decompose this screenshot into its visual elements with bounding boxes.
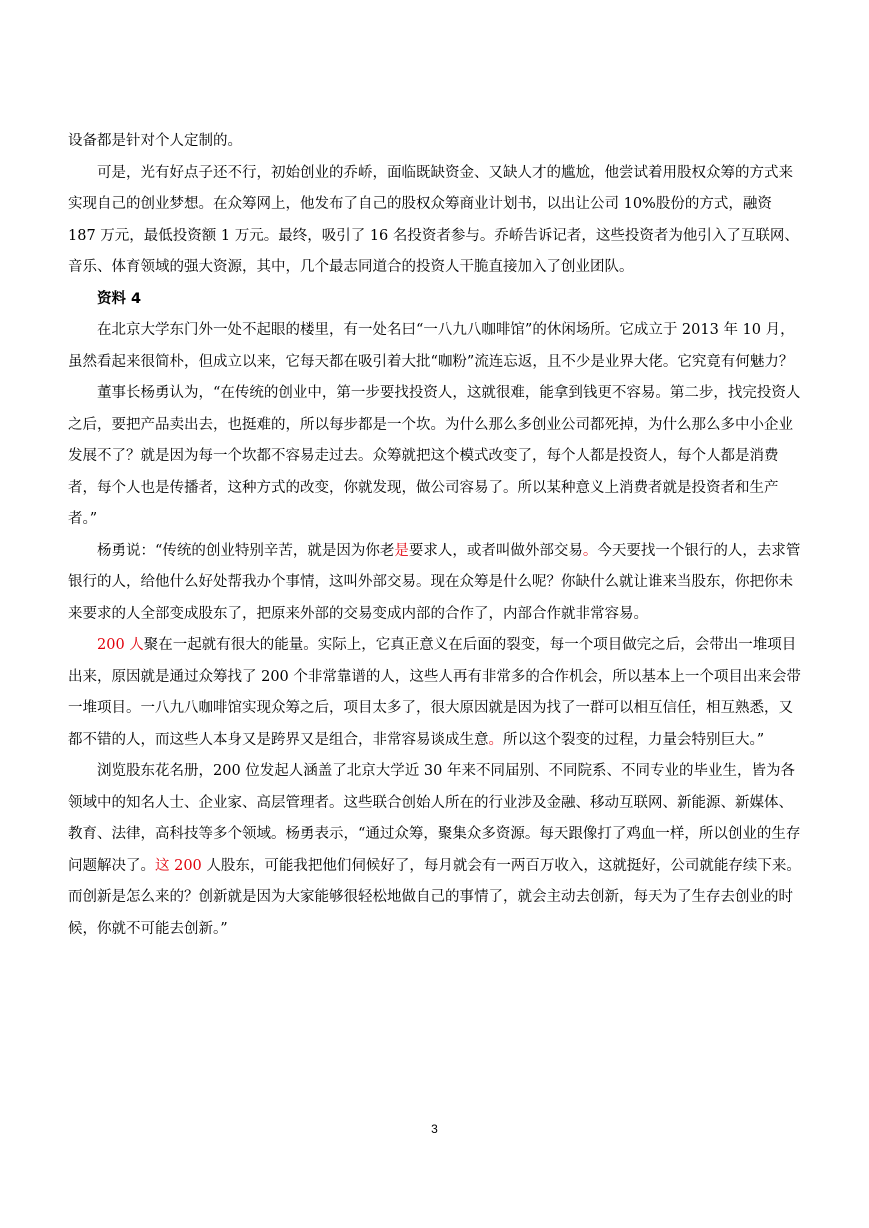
p4-text-a: 杨勇说：“传统的创业特别辛苦，就是因为你老 (97, 542, 395, 559)
paragraph-6 (68, 756, 802, 945)
paragraph-5 (68, 630, 802, 756)
paragraph-0: 设备都是针对个人定制的。 (68, 133, 242, 149)
p5-highlight-a: 200 人 (97, 637, 144, 653)
paragraph-1: 可是，光有好点子还不行，初始创业的乔峤，面临既缺资金、又缺人才的尴尬，他尝试着用股权众筹的方式来实现自己的创业梦想。在众筹网上，他发布了自己的股权众筹商业计划书，以出让公司 10%股份的方式，融资 187 万元，最低投资额 1 万元。最终，吸引了 16 名投资者参与。乔峤告诉记者，这些投资者为他引入了互联网、音乐、体育领域的强大资源，其中，几个最志同道合的投资人干脆直接加入了创业团队。 (68, 164, 799, 275)
paragraph-4 (68, 536, 802, 631)
p4-highlight-b: 是 (394, 542, 409, 559)
p4-text-e: 今天要找一个银行的人，去求管银行的人，给他什么好处帮我办个事情，这叫外部交易。现在众筹是什么呢？你缺什么就让谁来当股东，你把你未来要求的人全部变成股东了，把原来外部的交易变成内部的合作了，内部合作就非常容易。 (68, 542, 801, 622)
p5-highlight-c: 。 (488, 731, 503, 748)
p4-highlight-d: 。 (582, 542, 598, 559)
p6-text-a: 浏览股东花名册，200 位发起人涵盖了北京大学近 30 年来不同届别、不同院系、不同专业的毕业生，皆为各领域中的知名人士、企业家、高层管理者。这些联合创始人所在的行业涉及金融、移动互联网、新能源、新媒体、教育、法律，高科技等多个领域。杨勇表示，“通过众筹，聚集众多资源。每天跟像打了鸡血一样，所以创业的生存问题解决了。 (68, 763, 801, 874)
paragraph-2: 在北京大学东门外一处不起眼的楼里，有一处名曰“一八九八咖啡馆”的休闲场所。它成立于 2013 年 10 月，虽然看起来很简朴，但成立以来，它每天都在吸引着大批“咖粉”流连忘返，且不少是业界大佬。它究竟有何魅力？ (68, 322, 795, 370)
p5-text-d: 所以这个裂变的过程，力量会特别巨大。” (503, 731, 765, 748)
p4-text-c: 要求人，或者叫做外部交易 (408, 542, 583, 559)
paragraph-3: 董事长杨勇认为，“在传统的创业中，第一步要找投资人，这就很难，能拿到钱更不容易。第二步，找完投资人之后，要把产品卖出去，也挺难的，所以每步都是一个坎。为什么那么多创业公司都死掉，为什么那么多中小企业发展不了？就是因为每一个坎都不容易走过去。众筹就把这个模式改变了，每个人都是投资人，每个人都是消费者，每个人也是传播者，这种方式的改变，你就发现，做公司容易了。所以某种意义上消费者就是投资者和生产者。” (68, 385, 801, 527)
p6-text-c: 人股东，可能我把他们伺候好了，每月就会有一两百万收入，这就挺好，公司就能存续下来。而创新是怎么来的？创新就是因为大家能够很轻松地做自己的事情了，就会主动去创新，每天为了生存去创业的时候，你就不可能去创新。” (68, 857, 801, 937)
paragraph-continuation (68, 126, 802, 945)
section-heading: 资料 4 (97, 290, 142, 307)
p6-highlight-b: 这 200 (155, 857, 202, 874)
page-number: 3 (431, 1122, 438, 1136)
p5-text-b: 聚在一起就有很大的能量。实际上，它真正意义在后面的裂变，每一个项目做完之后，会带出一堆项目出来，原因就是通过众筹找了 200 个非常靠谱的人，这些人再有非常多的合作机会，所以基本上一个项目出来会带一堆项目。一八九八咖啡馆实现众筹之后，项目太多了，很大原因就是因为找了一群可以相互信任，相互熟悉，又都不错的人，而这些人本身又是跨界又是组合，非常容易谈成生意 (68, 637, 801, 748)
